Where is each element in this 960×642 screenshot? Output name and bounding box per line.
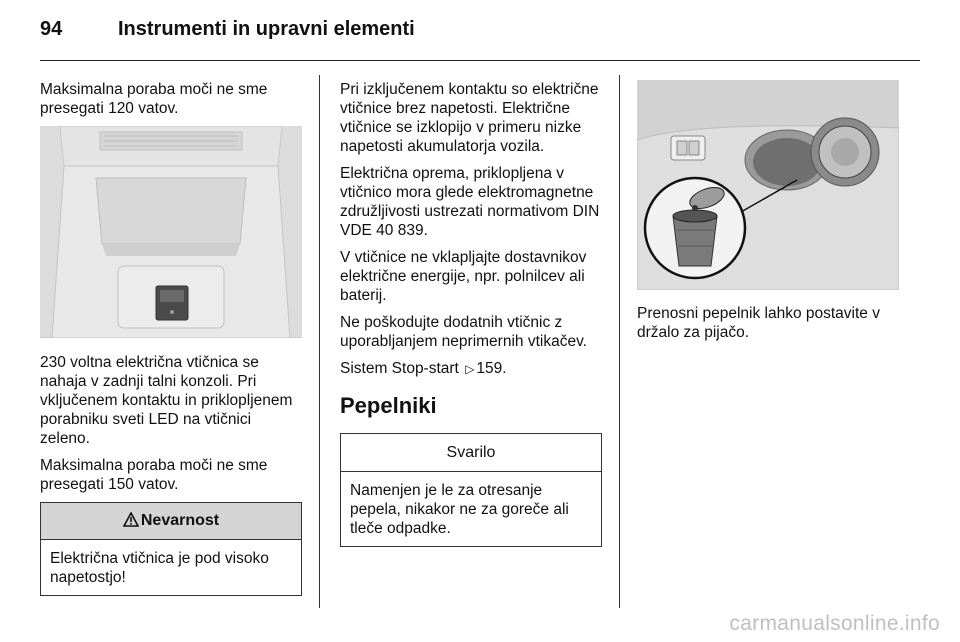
danger-box	[40, 502, 302, 596]
section-heading-ashtrays: Pepelniki	[340, 393, 437, 418]
power-limit-120-text: Maksimalna poraba moči ne sme presegati 120 vatov.	[40, 81, 268, 117]
portable-ashtray-image	[637, 80, 899, 290]
plug-damage-text: Ne poškodujte dodatnih vtičnic z uporabljanjem neprimernih vtikačev.	[340, 314, 587, 350]
column-divider-1	[319, 75, 320, 608]
ashtray-illustration	[637, 80, 899, 290]
page-reference-arrow-icon: ▷	[465, 362, 475, 376]
page-title: Instrumenti in upravni elementi	[118, 18, 415, 40]
warning-triangle-icon	[123, 505, 139, 541]
column-left	[40, 80, 302, 596]
emc-standard-text: Električna oprema, priklopljena v vtičnico mora glede elektromagnetne združljivosti ustrezati normativom DIN VDE 40 839.	[340, 165, 600, 239]
column-divider-2	[619, 75, 620, 608]
header-rule	[40, 60, 920, 61]
caution-box-title: Svarilo	[341, 434, 601, 472]
danger-box-title: Nevarnost	[140, 512, 220, 529]
stop-start-page-link[interactable]: 159.	[476, 360, 507, 377]
socket-description-text: 230 voltna električna vtičnica se nahaja v zadnji talni konzoli. Pri vključenem kontaktu in priklopljenem porabniku sveti LED na vtičnici zeleno.	[40, 354, 293, 447]
page-header	[0, 0, 960, 62]
no-chargers-text: V vtičnice ne vklapljajte dostavnikov električne energije, npr. polnilcev ali baterij.	[340, 249, 587, 304]
caution-box	[340, 433, 602, 547]
caution-box-body: Namenjen je le za otresanje pepela, nikakor ne za goreče ali tleče odpadke.	[350, 482, 569, 537]
stop-start-reference	[340, 359, 602, 379]
rear-console-socket-image	[40, 126, 302, 338]
watermark-text: carmanualsonline.info	[729, 612, 940, 635]
stop-start-label: Sistem Stop-start	[340, 360, 459, 377]
column-right	[637, 80, 899, 350]
ignition-off-text: Pri izključenem kontaktu so električne vtičnice brez napetosti. Električne vtičnice se izklopijo v primeru nizke napetosti akumulatorja vozila.	[340, 81, 599, 155]
power-limit-150-text: Maksimalna poraba moči ne sme presegati 150 vatov.	[40, 457, 268, 493]
rear-console-illustration	[40, 126, 302, 338]
danger-box-header	[41, 503, 301, 540]
danger-box-body: Električna vtičnica je pod visoko napetostjo!	[50, 550, 269, 586]
ashtray-caption: Prenosni pepelnik lahko postavite v držalo za pijačo.	[637, 305, 880, 341]
column-middle	[340, 80, 602, 547]
page-number: 94	[40, 18, 63, 40]
